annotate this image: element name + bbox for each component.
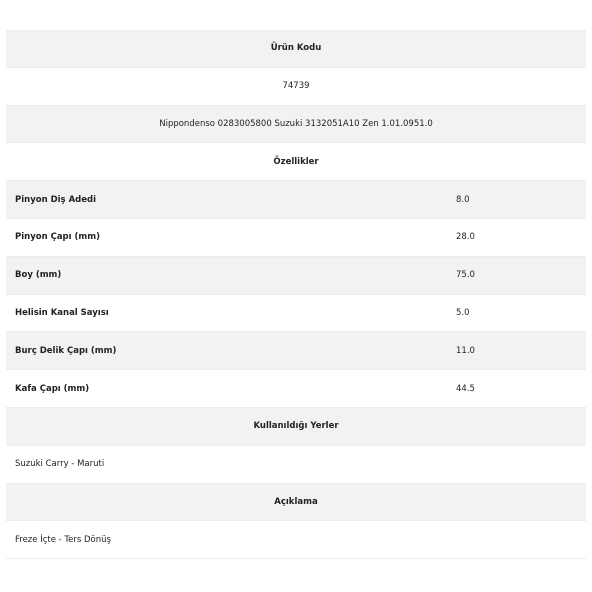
product-spec-table [6, 30, 586, 559]
usage-text: Suzuki Carry - Maruti [15, 459, 105, 470]
description-header [6, 484, 586, 522]
table-row [6, 332, 586, 370]
product-code-value: 74739 [282, 81, 310, 92]
description-row [6, 521, 586, 559]
product-code-header [6, 30, 586, 68]
table-row [6, 257, 586, 295]
spec-value: 44.5 [456, 383, 475, 394]
features-header [6, 143, 586, 181]
spec-label: Boy (mm) [15, 270, 62, 281]
table-row [6, 370, 586, 408]
product-code-header-label: Ürün Kodu [270, 43, 322, 54]
spec-value: 28.0 [456, 232, 475, 243]
spec-label: Burç Delik Çapı (mm) [15, 345, 117, 356]
spec-label: Pinyon Çapı (mm) [15, 232, 100, 243]
spec-label: Pinyon Diş Adedi [15, 194, 96, 205]
spec-value: 75.0 [456, 270, 475, 281]
table-row [6, 181, 586, 219]
cross-reference-text: Nippondenso 0283005800 Suzuki 3132051A10 Zen 1.01.0951.0 [159, 118, 433, 129]
product-code-row [6, 68, 586, 106]
spec-value: 11.0 [456, 345, 475, 356]
description-header-label: Açıklama [274, 496, 318, 507]
table-row [6, 219, 586, 257]
spec-value: 8.0 [456, 194, 470, 205]
usage-header [6, 408, 586, 446]
description-text: Freze İçte - Ters Dönüş [15, 534, 111, 545]
usage-header-label: Kullanıldığı Yerler [253, 421, 339, 432]
usage-row [6, 446, 586, 484]
cross-reference-row [6, 106, 586, 144]
features-header-label: Özellikler [273, 156, 319, 167]
spec-value: 5.0 [456, 307, 470, 318]
spec-label: Helisin Kanal Sayısı [15, 307, 109, 318]
spec-label: Kafa Çapı (mm) [15, 383, 90, 394]
table-row [6, 295, 586, 333]
